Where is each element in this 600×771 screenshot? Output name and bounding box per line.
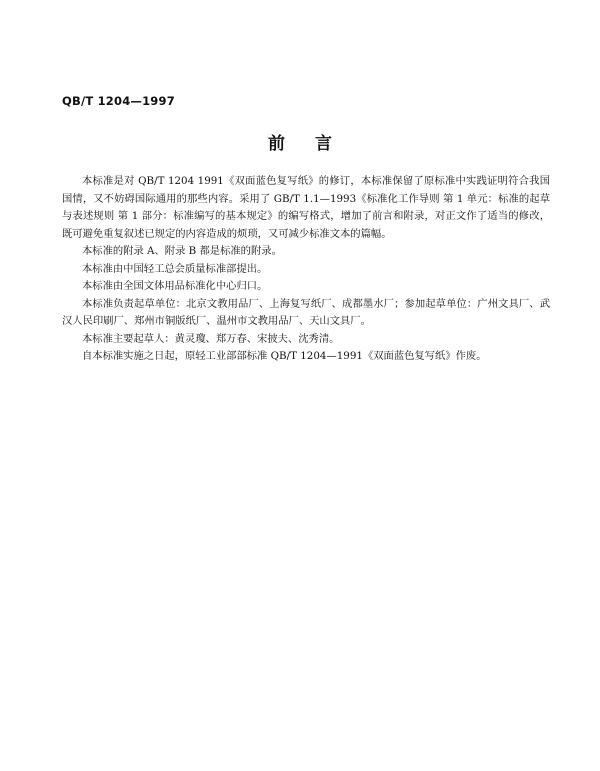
page-title: 前言: [268, 134, 362, 154]
paragraph-drafting-units: 本标准负责起草单位：北京文教用品厂、上海复写纸厂、成都墨水厂；参加起草单位：广州文具厂、武汉人民印刷厂、郑州市铜版纸厂、温州市文教用品厂、天山文具厂。: [62, 297, 550, 327]
standard-code: QB/T 1204—1997: [62, 94, 175, 108]
paragraph-supersession: 自本标准实施之日起，原轻工业部部标准 QB/T 1204—1991《双面蓝色复写纸》作废。: [82, 350, 487, 362]
paragraph-appendices: 本标准的附录 A、附录 B 都是标准的附录。: [82, 245, 282, 257]
paragraph-drafters: 本标准主要起草人：黄灵瓊、郑万春、宋披夫、沈秀清。: [82, 332, 340, 345]
foreword-body: [62, 173, 550, 366]
paragraph-proposer: 本标准由中国轻工总会质量标准部提出。: [82, 262, 268, 275]
paragraph-revision: 本标准是对 QB/T 1204 1991《双面蓝色复写纸》的修订，本标准保留了原标准中实践证明符合我国国情，又不妨碍国际通用的那些内容。采用了 GB/T 1.1—1993《标准化工作导则 第 1 单元：标准的起草与表述规则 第 1 部分：标准编写的基本规定》的编写格式，增加了前言和附录，对正文作了适当的修改，既可避免重复叙述已规定的内容造成的烦琐，又可减少标准文本的篇幅。: [62, 175, 550, 240]
paragraph-administrator: 本标准由全国文体用品标准化中心归口。: [82, 280, 268, 292]
